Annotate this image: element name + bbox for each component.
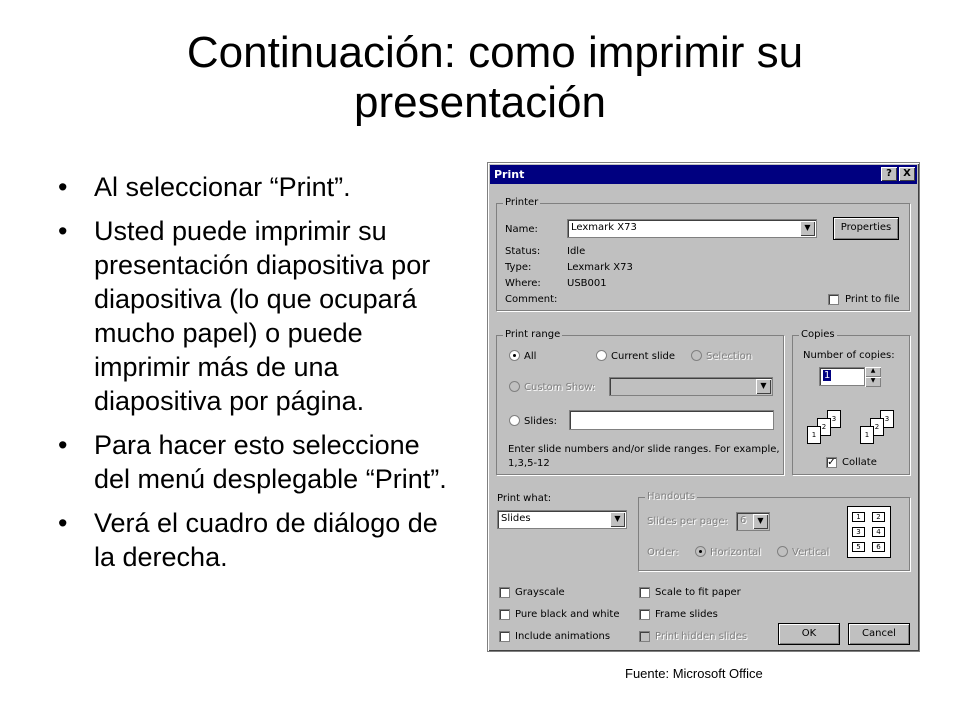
properties-button[interactable]: Properties (833, 217, 899, 240)
custom-show-select[interactable] (609, 377, 773, 396)
order-label: Order: (647, 547, 679, 558)
where-value: USB001 (567, 278, 607, 289)
slides-per-page-label: Slides per page: (647, 516, 728, 527)
print-what-value: Slides (501, 513, 531, 524)
range-hint: Enter slide numbers and/or slide ranges. For example, (508, 444, 780, 455)
range-slides-label: Slides: (524, 416, 557, 427)
handouts-group (638, 491, 910, 571)
range-custom-label: Custom Show: (524, 382, 596, 393)
status-label: Status: (505, 246, 541, 257)
copies-up-button[interactable]: ▲ (865, 367, 881, 377)
title-line-1: Continuación: como imprimir su (186, 28, 804, 77)
range-all-radio[interactable] (509, 350, 520, 361)
source-caption: Fuente: Microsoft Office (625, 666, 763, 681)
where-label: Where: (505, 278, 541, 289)
scale-to-fit-checkbox[interactable] (639, 587, 650, 598)
print-dialog (487, 162, 920, 652)
bullet-dot: • (58, 508, 68, 538)
bullet-item (58, 506, 458, 574)
type-label: Type: (505, 262, 532, 273)
printer-name-value: Lexmark X73 (571, 222, 637, 233)
print-what-label: Print what: (497, 493, 552, 504)
ok-button[interactable]: OK (778, 623, 840, 645)
bullet-text: Al seleccionar “Print”. (94, 172, 351, 202)
grayscale-label: Grayscale (515, 587, 565, 598)
bullet-dot: • (58, 430, 68, 460)
grayscale-checkbox[interactable] (499, 587, 510, 598)
print-to-file-label: Print to file (845, 294, 900, 305)
print-range-label: Print range (505, 329, 561, 340)
copies-down-button[interactable]: ▼ (865, 377, 881, 387)
pure-bw-label: Pure black and white (515, 609, 620, 620)
cancel-button[interactable]: Cancel (848, 623, 910, 645)
print-range-group (496, 329, 784, 475)
collate-checkbox[interactable]: ✓ (827, 457, 836, 468)
chevron-down-icon[interactable]: ▼ (753, 514, 768, 529)
handout-layout-preview-icon: 1 2 3 4 5 6 (847, 506, 891, 558)
type-value: Lexmark X73 (567, 262, 633, 273)
range-selection-label: Selection (706, 351, 753, 362)
printer-name-label: Name: (505, 224, 538, 235)
range-current-label: Current slide (611, 351, 676, 362)
chevron-down-icon[interactable]: ▼ (610, 512, 625, 527)
printer-group-label: Printer (505, 197, 539, 208)
help-button[interactable]: ? (881, 167, 897, 181)
close-button[interactable]: X (899, 167, 915, 181)
include-animations-checkbox[interactable] (499, 631, 510, 642)
slide-title (0, 28, 960, 128)
print-hidden-label: Print hidden slides (655, 631, 748, 642)
range-current-radio[interactable] (596, 350, 607, 361)
chevron-down-icon[interactable]: ▼ (800, 221, 815, 236)
bullet-item (58, 214, 458, 418)
frame-slides-label: Frame slides (655, 609, 718, 620)
scale-to-fit-label: Scale to fit paper (655, 587, 741, 598)
range-slides-radio[interactable] (509, 415, 520, 426)
title-line-2: presentación (354, 78, 606, 127)
copies-number-label: Number of copies: (803, 350, 895, 361)
copies-number-value: 1 (824, 370, 831, 381)
printer-name-select[interactable] (567, 219, 817, 238)
slides-per-page-select[interactable] (736, 512, 770, 531)
range-all-label: All (524, 351, 537, 362)
bullet-dot: • (58, 172, 68, 202)
bullet-text: Verá el cuadro de diálogo de la derecha. (94, 508, 438, 572)
slides-input[interactable] (569, 410, 774, 430)
slides-per-page-value: 6 (740, 515, 747, 526)
pure-bw-checkbox[interactable] (499, 609, 510, 620)
printer-group (496, 197, 910, 311)
print-to-file-checkbox[interactable] (828, 294, 839, 305)
bullet-text: Usted puede imprimir su presentación diapositiva por diapositiva (lo que ocupará mucho papel) o puede imprimir más de una diapositiva por página. (94, 216, 431, 416)
copies-group: Copies Number of copies: 1 ▲ ▼ 3 2 1 3 2 1 ✓ Collate (792, 335, 910, 475)
bullet-list (58, 170, 458, 584)
status-value: Idle (567, 246, 586, 257)
order-horizontal-label: Horizontal (710, 547, 762, 558)
range-custom-radio[interactable] (509, 381, 520, 392)
dialog-titlebar (490, 165, 917, 184)
collate-label: Collate (842, 457, 877, 468)
handouts-label: Handouts (647, 491, 695, 502)
range-hint-example: 1,3,5-12 (508, 458, 550, 469)
range-selection-radio[interactable] (691, 350, 702, 361)
print-what-select[interactable] (497, 510, 627, 529)
order-vertical-radio[interactable] (777, 546, 788, 557)
bullet-dot: • (58, 216, 68, 246)
include-animations-label: Include animations (515, 631, 611, 642)
order-vertical-label: Vertical (792, 547, 830, 558)
copies-number-input[interactable] (819, 367, 865, 386)
chevron-down-icon[interactable]: ▼ (756, 379, 771, 394)
frame-slides-checkbox[interactable] (639, 609, 650, 620)
dialog-title: Print (494, 168, 525, 181)
order-horizontal-radio[interactable] (695, 546, 706, 557)
copies-label: Copies (801, 329, 835, 340)
bullet-text: Para hacer esto seleccione del menú desplegable “Print”. (94, 430, 447, 494)
bullet-item (58, 428, 458, 496)
comment-label: Comment: (505, 294, 558, 305)
bullet-item (58, 170, 458, 204)
print-hidden-checkbox[interactable] (639, 631, 650, 642)
